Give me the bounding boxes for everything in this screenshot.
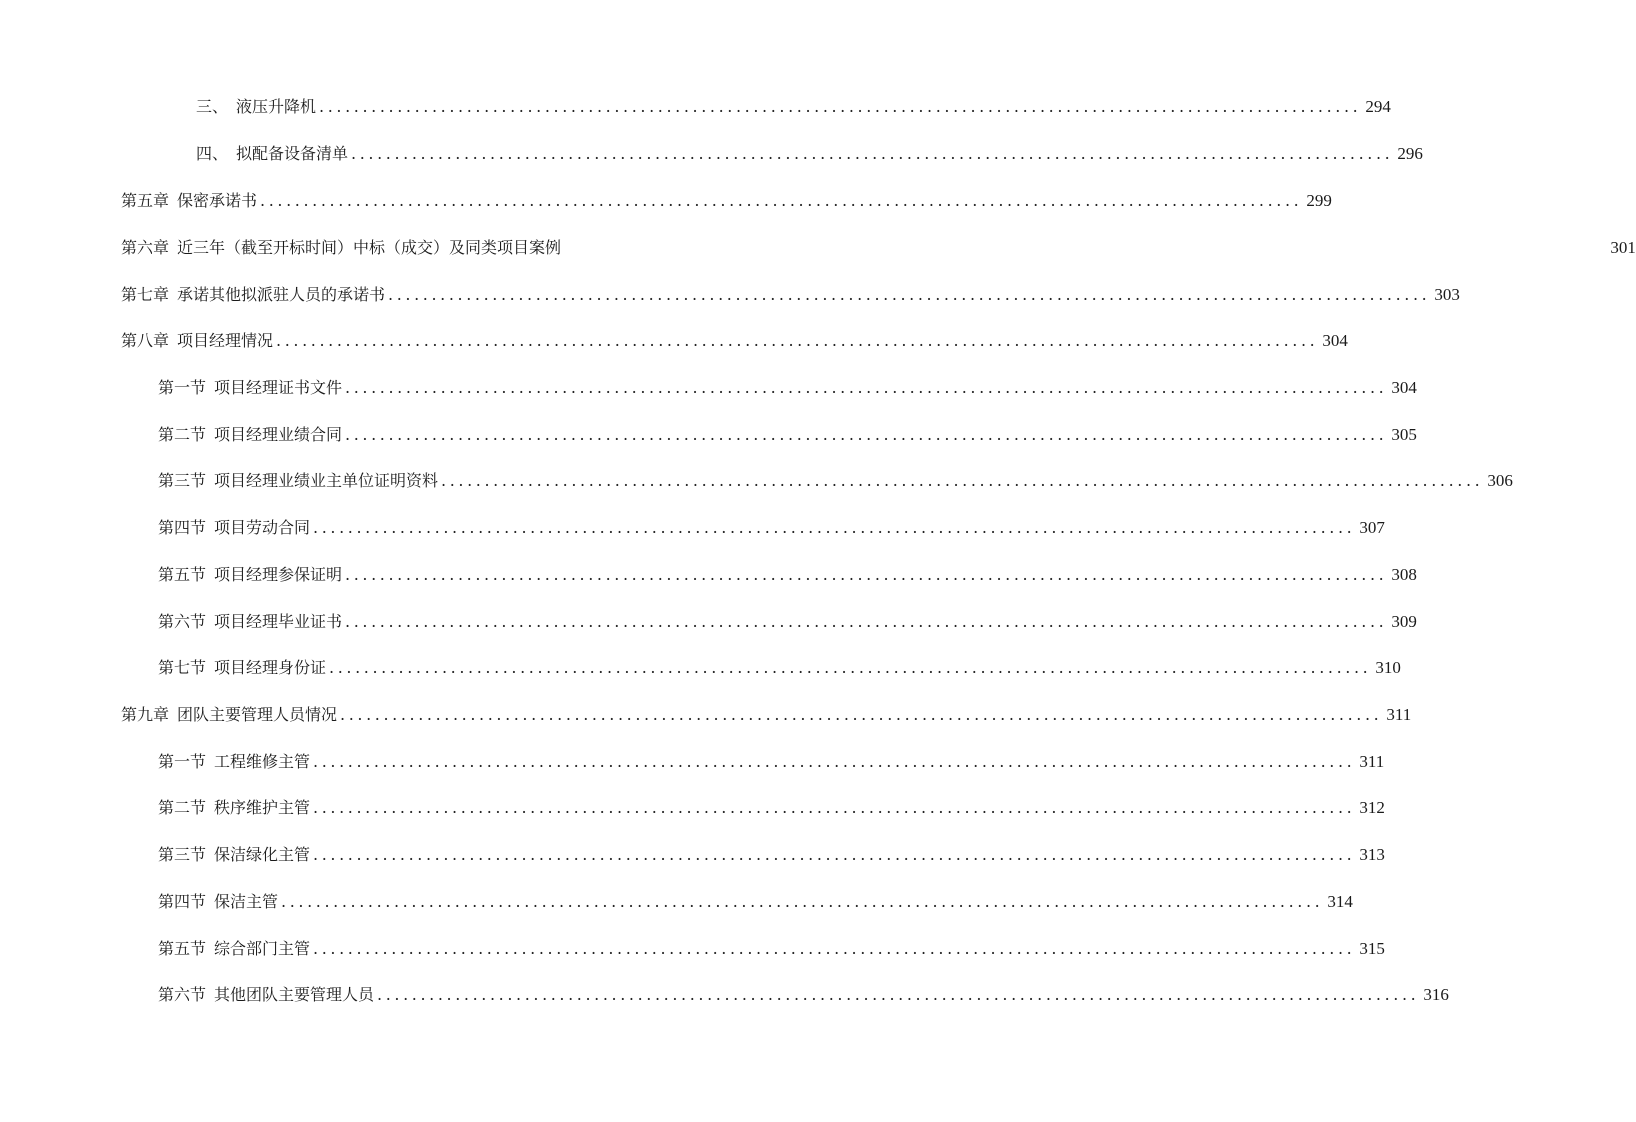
- toc-entry-title: 保洁主管: [214, 892, 279, 911]
- toc-entry-section: [158, 420, 1417, 450]
- toc-entry-number: 第七章: [121, 285, 170, 304]
- toc-dot-leader: ........................................................................................................................: [313, 798, 1356, 817]
- toc-dot-leader: ........................................................................................................................: [313, 939, 1356, 958]
- toc-entry-title: 秩序维护主管: [214, 798, 311, 817]
- toc-dot-leader: ........................................................................................................................: [313, 845, 1356, 864]
- toc-entry-section: [158, 980, 1449, 1010]
- toc-entry-number: 第六章: [121, 238, 170, 257]
- toc-entry-number: 三、: [196, 97, 229, 116]
- toc-entry-number: 第六节: [158, 985, 207, 1004]
- toc-page-number: 303: [1434, 285, 1460, 304]
- toc-entry-section: [158, 793, 1385, 823]
- toc-dot-leader: ........................................................................................................................: [441, 471, 1484, 490]
- toc-entry-hydraulic-lift: [196, 92, 1391, 122]
- toc-entry-equipment-list: [196, 139, 1423, 169]
- toc-entry-title: 项目经理参保证明: [214, 565, 343, 584]
- toc-entry-number: 第二节: [158, 798, 207, 817]
- toc-dot-leader: ........................................................................................................................: [377, 985, 1420, 1004]
- toc-page-number: 307: [1359, 518, 1385, 537]
- toc-entry-title: 综合部门主管: [214, 939, 311, 958]
- toc-entry-number: 第四节: [158, 892, 207, 911]
- toc-entry-number: 第一节: [158, 752, 207, 771]
- toc-page-number: 299: [1306, 191, 1332, 210]
- toc-entry-chapter-8: [121, 326, 1348, 356]
- toc-entry-number: 第六节: [158, 612, 207, 631]
- toc-dot-leader: ........................................................................................................................: [340, 705, 1383, 724]
- toc-page-number: 308: [1391, 565, 1417, 584]
- toc-page-number: 316: [1423, 985, 1449, 1004]
- toc-dot-leader: ........................................................................................................................: [319, 97, 1362, 116]
- toc-page-number: 314: [1327, 892, 1353, 911]
- toc-entry-title: 项目经理业绩合同: [214, 425, 343, 444]
- toc-entry-title: 工程维修主管: [214, 752, 311, 771]
- toc-dot-leader: ........................................................................................................................: [345, 565, 1388, 584]
- toc-page-number: 311: [1386, 705, 1412, 724]
- toc-page-number: 313: [1359, 845, 1385, 864]
- toc-page-number: 315: [1359, 939, 1385, 958]
- toc-entry-number: 第四节: [158, 518, 207, 537]
- toc-dot-leader: ........................................................................................................................: [276, 331, 1319, 350]
- toc-entry-number: 第八章: [121, 331, 170, 350]
- toc-dot-leader: ........................................................................................................................: [345, 612, 1388, 631]
- toc-entry-number: 四、: [196, 144, 229, 163]
- toc-entry-section: [158, 607, 1417, 637]
- toc-dot-leader: ........................................................................................................................: [281, 892, 1324, 911]
- toc-entry-number: 第一节: [158, 378, 207, 397]
- toc-entry-number: 第三节: [158, 471, 207, 490]
- toc-entry-section: [158, 934, 1385, 964]
- toc-dot-leader: ........................................................................................................................: [388, 285, 1431, 304]
- toc-entry-section: [158, 466, 1513, 496]
- toc-page-number: 305: [1391, 425, 1417, 444]
- toc-dot-leader: ........................................................................................................................: [329, 658, 1372, 677]
- toc-entry-section: [158, 513, 1385, 543]
- toc-entry-title: 项目经理情况: [177, 331, 274, 350]
- toc-entry-number: 第五章: [121, 191, 170, 210]
- toc-entry-number: 第五节: [158, 565, 207, 584]
- toc-page-number: 306: [1487, 471, 1513, 490]
- toc-entry-number: 第九章: [121, 705, 170, 724]
- toc-page-number: 304: [1322, 331, 1348, 350]
- toc-page-number: 294: [1365, 97, 1391, 116]
- toc-entry-title: 项目劳动合同: [214, 518, 311, 537]
- toc-dot-leader: ........................................................................................................................: [313, 752, 1356, 771]
- toc-entry-title: 其他团队主要管理人员: [214, 985, 375, 1004]
- toc-page-number: 310: [1375, 658, 1401, 677]
- toc-entry-section: [158, 840, 1385, 870]
- toc-page-number: 296: [1397, 144, 1423, 163]
- toc-entry-number: 第七节: [158, 658, 207, 677]
- toc-entry-title: 项目经理身份证: [214, 658, 327, 677]
- toc-dot-leader: ........................................................................................................................: [345, 425, 1388, 444]
- toc-entry-section: [158, 653, 1401, 683]
- toc-entry-title: 液压升降机: [236, 97, 317, 116]
- toc-entry-chapter-6: [121, 233, 1636, 263]
- toc-entry-chapter-7: [121, 280, 1460, 310]
- toc-entry-chapter-5: [121, 186, 1332, 216]
- toc-entry-title: 项目经理毕业证书: [214, 612, 343, 631]
- toc-page-number: 312: [1359, 798, 1385, 817]
- toc-entry-section: [158, 373, 1417, 403]
- toc-entry-title: 近三年（截至开标时间）中标（成交）及同类项目案例: [177, 238, 562, 257]
- toc-dot-leader: ........................................................................................................................: [351, 144, 1394, 163]
- toc-dot-leader: ........................................................................................................................: [260, 191, 1303, 210]
- toc-entry-section: [158, 747, 1385, 777]
- toc-page-number: 301: [1610, 238, 1636, 257]
- toc-entry-chapter-9: [121, 700, 1412, 730]
- toc-entry-title: 拟配备设备清单: [236, 144, 349, 163]
- toc-entry-title: 保洁绿化主管: [214, 845, 311, 864]
- toc-entry-number: 第五节: [158, 939, 207, 958]
- toc-entry-title: 团队主要管理人员情况: [177, 705, 338, 724]
- toc-page-number: 304: [1391, 378, 1417, 397]
- toc-page-number: 311: [1359, 752, 1385, 771]
- toc-page-number: 309: [1391, 612, 1417, 631]
- toc-entry-title: 项目经理业绩业主单位证明资料: [214, 471, 439, 490]
- toc-entry-section: [158, 887, 1353, 917]
- toc-entry-number: 第二节: [158, 425, 207, 444]
- toc-entry-section: [158, 560, 1417, 590]
- toc-entry-title: 保密承诺书: [177, 191, 258, 210]
- toc-entry-title: 项目经理证书文件: [214, 378, 343, 397]
- toc-dot-leader: ........................................................................................................................: [345, 378, 1388, 397]
- toc-entry-title: 承诺其他拟派驻人员的承诺书: [177, 285, 386, 304]
- toc-entry-number: 第三节: [158, 845, 207, 864]
- toc-dot-leader: ........................................................................................................................: [313, 518, 1356, 537]
